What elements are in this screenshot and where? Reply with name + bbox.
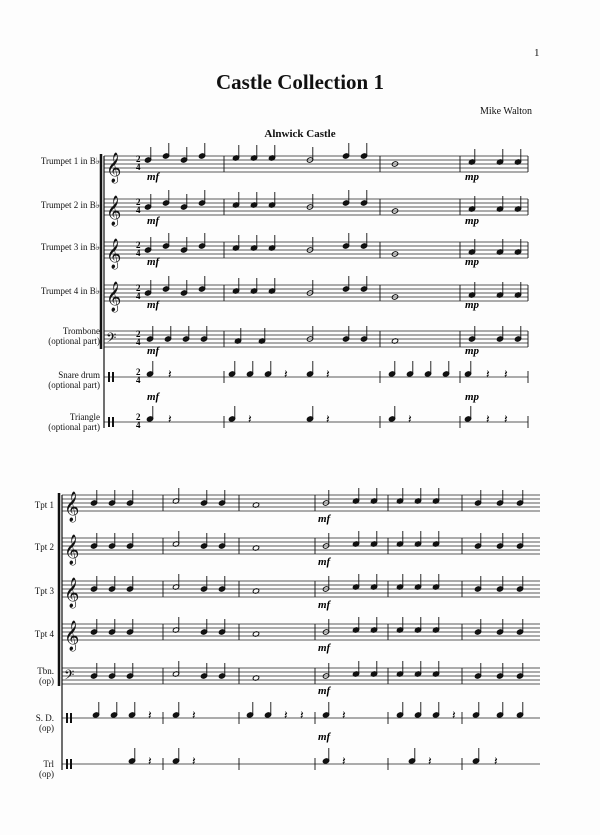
treble-clef-icon: 𝄞	[64, 621, 80, 651]
label-trl: Trl (op)	[39, 759, 54, 779]
svg-text:2: 2	[136, 329, 141, 339]
quarter-rest: 𝄽	[168, 412, 172, 426]
label-tpt-1: Tpt 1	[34, 500, 54, 510]
dynamic-marking: mf	[318, 599, 331, 611]
page-number: 1	[534, 47, 540, 59]
bass-clef-icon: 𝄢	[64, 667, 75, 686]
quarter-rest: 𝄽	[284, 708, 288, 722]
svg-text:4: 4	[136, 291, 141, 301]
time-signature	[136, 329, 141, 347]
quarter-rest: 𝄽	[452, 708, 456, 722]
time-signature	[136, 240, 141, 258]
quarter-rest: 𝄽	[504, 412, 508, 426]
staff	[62, 538, 540, 554]
dynamic-marking: mp	[465, 345, 480, 357]
svg-text:2: 2	[136, 240, 141, 250]
label-tpt-3: Tpt 3	[34, 586, 54, 596]
label-trumpet-3: Trumpet 3 in B♭	[40, 242, 100, 252]
dynamic-marking: mf	[147, 256, 160, 268]
quarter-rest: 𝄽	[284, 367, 288, 381]
dynamic-marking: mf	[147, 215, 160, 227]
label-tpt-4: Tpt 4	[34, 629, 54, 639]
score-title: Castle Collection 1	[216, 70, 384, 94]
svg-text:2: 2	[136, 197, 141, 207]
treble-clef-icon: 𝄞	[106, 153, 122, 183]
dynamic-marking: mf	[318, 513, 331, 525]
dynamic-marking: mp	[465, 171, 480, 183]
svg-text:2: 2	[136, 412, 141, 422]
label-trombone: Trombone (optional part)	[48, 326, 100, 346]
time-signature	[136, 367, 141, 385]
staff	[62, 495, 540, 511]
treble-clef-icon: 𝄞	[64, 535, 80, 565]
quarter-rest: 𝄽	[428, 754, 432, 768]
staff	[104, 156, 528, 172]
svg-text:4: 4	[136, 248, 141, 258]
label-tpt-2: Tpt 2	[34, 542, 54, 552]
piece-title: Alnwick Castle	[264, 128, 336, 140]
dynamic-marking: mf	[318, 731, 331, 743]
dynamic-marking: mp	[465, 391, 480, 403]
dynamic-marking: mf	[318, 685, 331, 697]
quarter-rest: 𝄽	[148, 708, 152, 722]
time-signature	[136, 412, 141, 430]
dynamic-marking: mf	[147, 391, 160, 403]
label-triangle: Triangle (optional part)	[48, 412, 100, 432]
quarter-rest: 𝄽	[192, 754, 196, 768]
quarter-rest: 𝄽	[486, 412, 490, 426]
quarter-rest: 𝄽	[326, 367, 330, 381]
bass-clef-icon: 𝄢	[106, 330, 117, 349]
staff	[62, 668, 540, 684]
label-trumpet-1: Trumpet 1 in B♭	[40, 156, 100, 166]
quarter-rest: 𝄽	[342, 708, 346, 722]
label-tbn: Tbn. (op)	[37, 666, 54, 686]
staff	[62, 624, 540, 640]
dynamic-marking: mf	[147, 345, 160, 357]
quarter-rest: 𝄽	[248, 412, 252, 426]
time-signature	[136, 283, 141, 301]
dynamic-marking: mf	[147, 171, 160, 183]
quarter-rest: 𝄽	[192, 708, 196, 722]
svg-text:4: 4	[136, 205, 141, 215]
treble-clef-icon: 𝄞	[106, 239, 122, 269]
quarter-rest: 𝄽	[300, 708, 304, 722]
svg-text:2: 2	[136, 283, 141, 293]
svg-text:4: 4	[136, 375, 141, 385]
quarter-rest: 𝄽	[408, 412, 412, 426]
svg-text:2: 2	[136, 367, 141, 377]
svg-text:4: 4	[136, 420, 141, 430]
treble-clef-icon: 𝄞	[106, 282, 122, 312]
quarter-rest: 𝄽	[486, 367, 490, 381]
dynamic-marking: mp	[465, 299, 480, 311]
dynamic-marking: mf	[318, 556, 331, 568]
treble-clef-icon: 𝄞	[64, 492, 80, 522]
quarter-rest: 𝄽	[342, 754, 346, 768]
label-sd: S. D. (op)	[35, 713, 54, 733]
time-signature	[136, 197, 141, 215]
svg-text:4: 4	[136, 162, 141, 172]
staff	[62, 581, 540, 597]
quarter-rest: 𝄽	[326, 412, 330, 426]
quarter-rest: 𝄽	[504, 367, 508, 381]
dynamic-marking: mp	[465, 256, 480, 268]
label-trumpet-4: Trumpet 4 in B♭	[40, 286, 100, 296]
composer-credit: Mike Walton	[480, 106, 533, 117]
quarter-rest: 𝄽	[168, 367, 172, 381]
svg-text:2: 2	[136, 154, 141, 164]
quarter-rest: 𝄽	[148, 754, 152, 768]
treble-clef-icon: 𝄞	[106, 196, 122, 226]
svg-text:4: 4	[136, 337, 141, 347]
dynamic-marking: mf	[318, 642, 331, 654]
dynamic-marking: mf	[147, 299, 160, 311]
treble-clef-icon: 𝄞	[64, 578, 80, 608]
label-trumpet-2: Trumpet 2 in B♭	[40, 200, 100, 210]
label-snare-drum: Snare drum (optional part)	[48, 370, 100, 390]
time-signature	[136, 154, 141, 172]
quarter-rest: 𝄽	[494, 754, 498, 768]
dynamic-marking: mp	[465, 215, 480, 227]
